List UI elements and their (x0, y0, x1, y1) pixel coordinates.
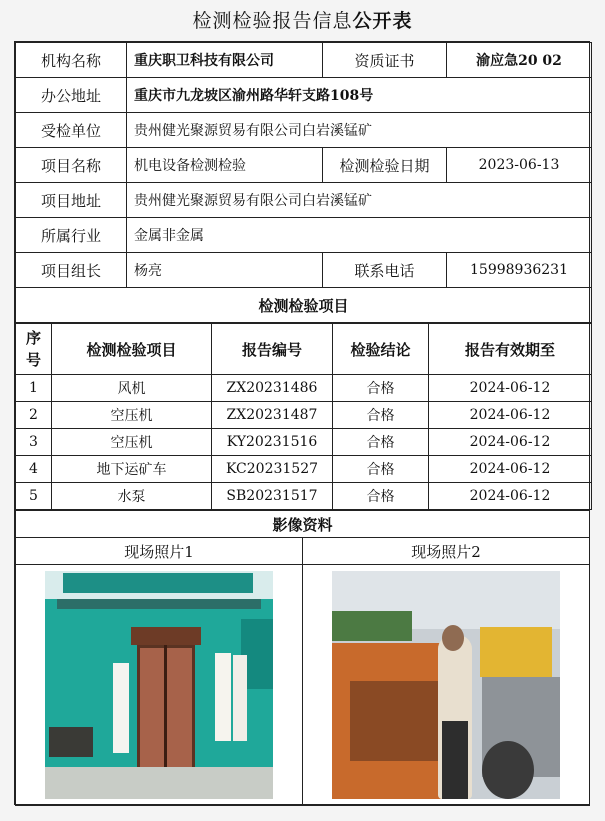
row-no: 4 (16, 456, 52, 483)
images-table (15, 510, 590, 806)
info-table (15, 42, 592, 323)
client-label: 受检单位 (16, 113, 127, 148)
photo1-cell (16, 565, 303, 806)
row-no: 1 (16, 375, 52, 402)
org-value: 重庆职卫科技有限公司 (127, 43, 323, 78)
row-item: 风机 (52, 375, 212, 402)
items-section-title: 检测检验项目 (16, 288, 592, 323)
row-report: SB20231517 (212, 483, 333, 510)
row-no: 3 (16, 429, 52, 456)
phone-value: 15998936231 (447, 253, 592, 288)
table-row (16, 483, 592, 510)
leader-value: 杨亮 (127, 253, 323, 288)
row-valid: 2024-06-12 (429, 375, 592, 402)
photo1-label: 现场照片1 (16, 538, 303, 565)
row-result: 合格 (333, 456, 429, 483)
table-row (16, 429, 592, 456)
col-header-valid: 报告有效期至 (429, 324, 592, 375)
industry-label: 所属行业 (16, 218, 127, 253)
site-label: 项目地址 (16, 183, 127, 218)
leader-label: 项目组长 (16, 253, 127, 288)
row-no: 5 (16, 483, 52, 510)
cert-label: 资质证书 (323, 43, 447, 78)
page-title (0, 6, 605, 33)
row-result: 合格 (333, 375, 429, 402)
images-section-title: 影像资料 (16, 511, 590, 538)
photo2-cell (303, 565, 590, 806)
phone-label: 联系电话 (323, 253, 447, 288)
col-header-no: 序 号 (16, 324, 52, 375)
row-report: ZX20231486 (212, 375, 333, 402)
row-report: KY20231516 (212, 429, 333, 456)
row-result: 合格 (333, 429, 429, 456)
project-value: 机电设备检测检验 (127, 148, 323, 183)
date-label: 检测检验日期 (323, 148, 447, 183)
row-no: 2 (16, 402, 52, 429)
site-value: 贵州健光聚源贸易有限公司白岩溪锰矿 (127, 183, 592, 218)
project-label: 项目名称 (16, 148, 127, 183)
items-table (15, 323, 592, 510)
client-value: 贵州健光聚源贸易有限公司白岩溪锰矿 (127, 113, 592, 148)
row-valid: 2024-06-12 (429, 483, 592, 510)
site-photo-2 (332, 571, 560, 799)
table-row (16, 375, 592, 402)
photo2-label: 现场照片2 (303, 538, 590, 565)
addr-label: 办公地址 (16, 78, 127, 113)
addr-value: 重庆市九龙坡区渝州路华轩支路108号 (127, 78, 592, 113)
row-result: 合格 (333, 483, 429, 510)
site-photo-1 (45, 571, 273, 799)
row-valid: 2024-06-12 (429, 456, 592, 483)
row-valid: 2024-06-12 (429, 429, 592, 456)
row-result: 合格 (333, 402, 429, 429)
table-row (16, 402, 592, 429)
report-sheet (14, 41, 590, 805)
industry-value: 金属非金属 (127, 218, 592, 253)
col-header-result: 检验结论 (333, 324, 429, 375)
row-item: 空压机 (52, 429, 212, 456)
table-row (16, 456, 592, 483)
title-normal: 检测检验报告信息 (192, 10, 353, 32)
col-header-item: 检测检验项目 (52, 324, 212, 375)
cert-value: 渝应急20 02 (447, 43, 592, 78)
row-item: 空压机 (52, 402, 212, 429)
row-report: ZX20231487 (212, 402, 333, 429)
col-header-report: 报告编号 (212, 324, 333, 375)
title-bold: 公开表 (352, 10, 413, 32)
row-report: KC20231527 (212, 456, 333, 483)
row-item: 地下运矿车 (52, 456, 212, 483)
org-label: 机构名称 (16, 43, 127, 78)
date-value: 2023-06-13 (447, 148, 592, 183)
row-item: 水泵 (52, 483, 212, 510)
row-valid: 2024-06-12 (429, 402, 592, 429)
